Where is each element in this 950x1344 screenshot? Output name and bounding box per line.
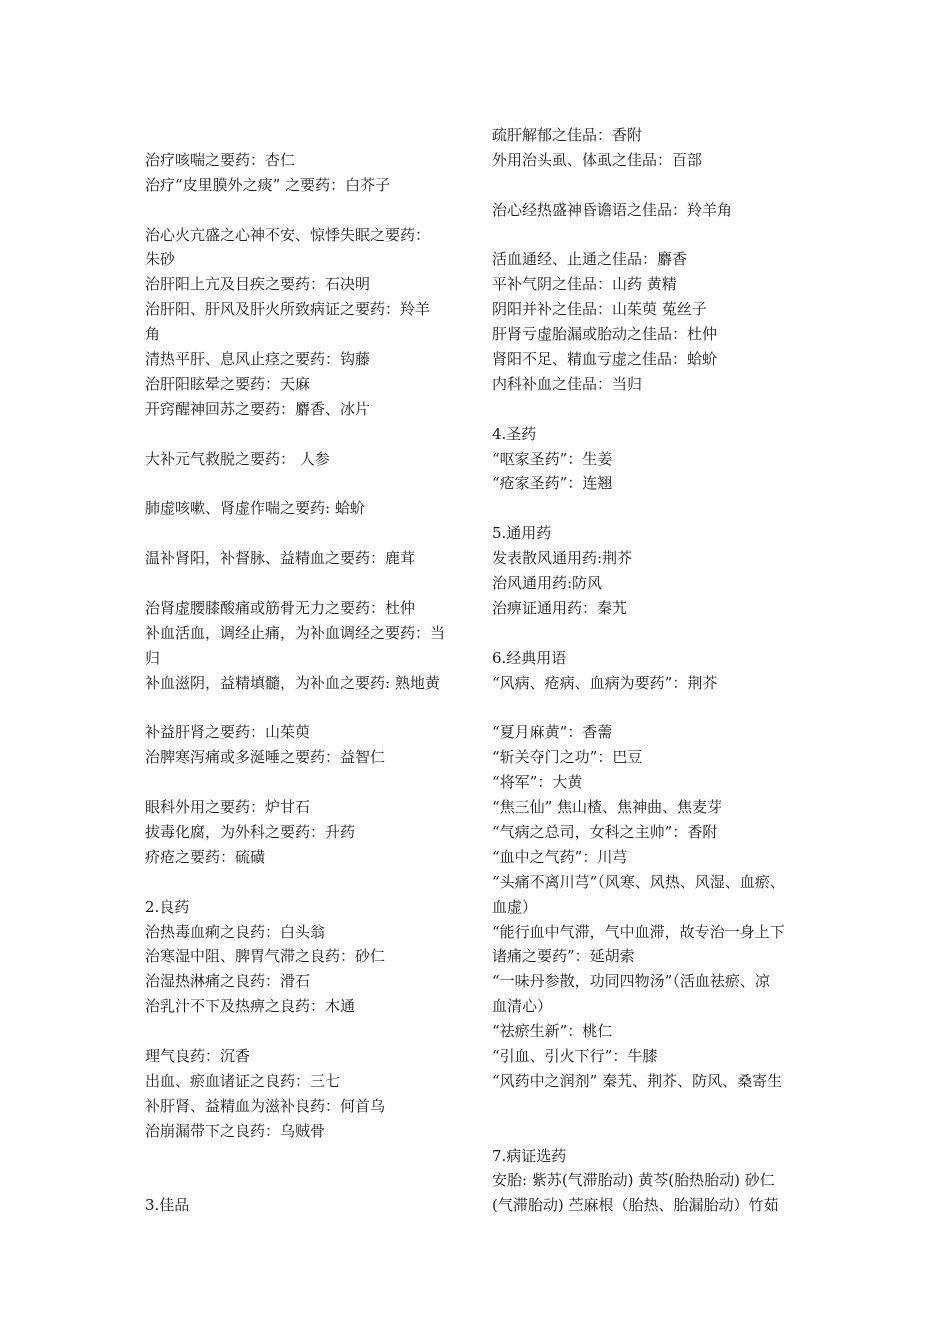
- left-blank-line: [145, 1144, 470, 1169]
- right-text-line: “血中之气药”：川芎: [492, 847, 628, 866]
- right-text-line: 阴阳并补之佳品：山茱萸 菟丝子: [492, 300, 707, 319]
- right-text-line: 治心经热盛神昏谵语之佳品：羚羊角: [492, 200, 733, 219]
- right-blank-line: [492, 1119, 817, 1144]
- right-text-line: “一味丹参散，功同四物汤”（活血祛瘀、凉: [492, 972, 770, 991]
- left-blank-line: [145, 695, 470, 720]
- right-text-line: 平补气阴之佳品：山药 黄精: [492, 275, 677, 294]
- right-text-line: 安胎: 紫苏(气滞胎动) 黄芩(胎热胎动) 砂仁: [492, 1171, 775, 1190]
- left-text-line: 治心火亢盛之心神不安、惊悸失眠之要药：: [145, 225, 431, 244]
- right-text-line: “疮家圣药”：连翘: [492, 474, 613, 493]
- right-text-line: “将军”：大黄: [492, 773, 583, 792]
- left-text-line: 清热平肝、息风止痉之要药：钩藤: [145, 350, 371, 369]
- right-text-line: 血清心）: [492, 997, 553, 1016]
- right-text-line: (气滞胎动) 苎麻根（胎热、胎漏胎动）竹茹: [492, 1196, 779, 1215]
- right-text-line: 发表散风通用药:荆芥: [492, 549, 633, 568]
- left-text-line: 治乳汁不下及热痹之良药：木通: [145, 997, 356, 1016]
- right-blank-line: [492, 223, 817, 248]
- left-text-line: 治疗咳喘之要药：杏仁: [145, 150, 296, 169]
- left-text-line: 治肝阳眩晕之要药：天麻: [145, 374, 311, 393]
- right-text-line: 5.通用药: [492, 524, 552, 543]
- left-text-line: 开窍醒神回苏之要药：麝香、冰片: [145, 399, 371, 418]
- right-text-line: 6.经典用语: [492, 648, 567, 667]
- right-text-line: 内科补血之佳品：当归: [492, 374, 643, 393]
- right-text-line: 治痹证通用药：秦艽: [492, 598, 628, 617]
- right-text-line: 肾阳不足、精血亏虚之佳品：蛤蚧: [492, 350, 718, 369]
- left-blank-line: [145, 770, 470, 795]
- left-text-line: 补肝肾、益精血为滋补良药：何首乌: [145, 1096, 386, 1115]
- right-blank-line: [492, 695, 817, 720]
- right-text-line: “呕家圣药”：生姜: [492, 449, 613, 468]
- left-blank-line: [145, 123, 470, 148]
- left-blank-line: [145, 571, 470, 596]
- left-text-line: 治疗“皮里膜外之痰” 之要药：白芥子: [145, 175, 391, 194]
- left-column: [145, 123, 470, 1218]
- right-text-line: 4.圣药: [492, 424, 537, 443]
- left-blank-line: [145, 422, 470, 447]
- right-text-line: “引血、引火下行”：牛膝: [492, 1046, 658, 1065]
- right-text-line: “祛瘀生新”：桃仁: [492, 1022, 613, 1041]
- left-blank-line: [145, 1019, 470, 1044]
- right-text-line: “风病、疮病、血病为要药”：荆芥: [492, 673, 718, 692]
- right-text-line: 外用治头虱、体虱之佳品：百部: [492, 150, 703, 169]
- left-text-line: 出血、瘀血诸证之良药：三七: [145, 1071, 341, 1090]
- right-blank-line: [492, 496, 817, 521]
- left-text-line: 治热毒血痢之良药：白头翁: [145, 922, 326, 941]
- left-text-line: 朱砂: [145, 250, 176, 269]
- left-text-line: 补血活血，调经止痛，为补血调经之要药：当: [145, 623, 446, 642]
- right-text-line: “能行血中气滞，气中血滞，故专治一身上下: [492, 922, 785, 941]
- left-text-line: 补血滋阴，益精填髓，为补血之要药: 熟地黄: [145, 673, 440, 692]
- right-column: [492, 123, 817, 1218]
- right-text-line: 诸痛之要药”：延胡索: [492, 947, 635, 966]
- right-text-line: “气病之总司，女科之主帅”：香附: [492, 822, 718, 841]
- left-text-line: 补益肝肾之要药：山茱萸: [145, 723, 311, 742]
- left-text-line: 大补元气救脱之要药： 人参: [145, 449, 330, 468]
- left-text-line: 角: [145, 325, 161, 344]
- left-blank-line: [145, 1168, 470, 1193]
- left-text-line: 治肝阳上亢及目疾之要药：石决明: [145, 275, 371, 294]
- right-blank-line: [492, 397, 817, 422]
- left-text-line: 理气良药：沉香: [145, 1046, 251, 1065]
- right-text-line: “头痛不离川芎”（风寒、风热、风湿、血瘀、: [492, 872, 785, 891]
- right-text-line: “斩关夺门之功”：巴豆: [492, 748, 643, 767]
- right-text-line: “焦三仙” 焦山楂、焦神曲、焦麦芽: [492, 798, 723, 817]
- right-text-line: “风药中之润剂” 秦艽、荆芥、防风、桑寄生: [492, 1071, 783, 1090]
- right-text-line: 血虚）: [492, 897, 538, 916]
- left-text-line: 归: [145, 648, 161, 667]
- right-blank-line: [492, 621, 817, 646]
- left-text-line: 治寒湿中阻、脾胃气滞之良药：砂仁: [145, 947, 386, 966]
- left-text-line: 3.佳品: [145, 1196, 190, 1215]
- left-text-line: 肺虚咳嗽、肾虚作喘之要药: 蛤蚧: [145, 499, 365, 518]
- right-blank-line: [492, 173, 817, 198]
- left-blank-line: [145, 521, 470, 546]
- left-text-line: 治湿热淋痛之良药：滑石: [145, 972, 311, 991]
- right-text-line: 7.病证选药: [492, 1146, 567, 1165]
- left-text-line: 温补肾阳，补督脉、益精血之要药：鹿茸: [145, 549, 416, 568]
- left-text-line: 拔毒化腐，为外科之要药：升药: [145, 822, 356, 841]
- left-text-line: 治崩漏带下之良药：乌贼骨: [145, 1121, 326, 1140]
- right-text-line: 治风通用药:防风: [492, 574, 603, 593]
- right-text-line: “夏月麻黄”：香薷: [492, 723, 613, 742]
- right-text-line: 活血通经、止通之佳品：麝香: [492, 250, 688, 269]
- left-blank-line: [145, 198, 470, 223]
- right-text-line: 肝肾亏虚胎漏或胎动之佳品：杜仲: [492, 325, 718, 344]
- left-text-line: 治脾寒泻痛或多涎唾之要药：益智仁: [145, 748, 386, 767]
- left-text-line: 治肝阳、肝风及肝火所致病证之要药：羚羊: [145, 300, 431, 319]
- left-text-line: 疥疮之要药：硫磺: [145, 847, 266, 866]
- left-blank-line: [145, 870, 470, 895]
- right-blank-line: [492, 1094, 817, 1119]
- left-text-line: 治肾虚腰膝酸痛或筋骨无力之要药：杜仲: [145, 598, 416, 617]
- left-text-line: 2.良药: [145, 897, 190, 916]
- left-text-line: 眼科外用之要药：炉甘石: [145, 798, 311, 817]
- right-text-line: 疏肝解郁之佳品：香附: [492, 126, 643, 144]
- left-blank-line: [145, 471, 470, 496]
